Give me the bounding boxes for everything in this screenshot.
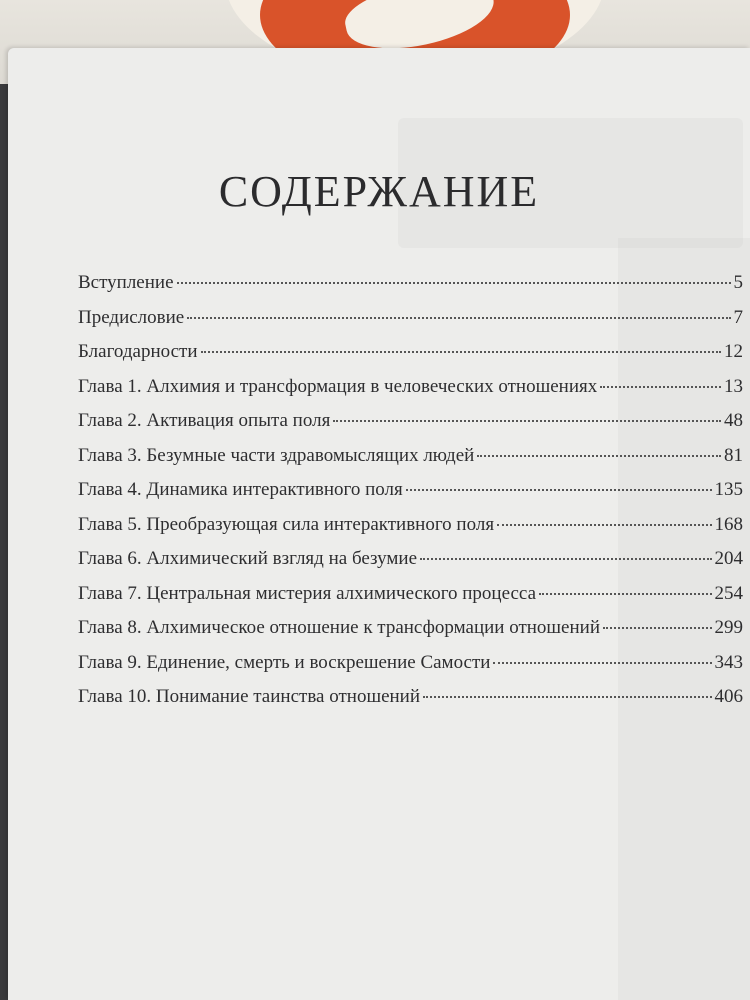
- toc-entry-label: Глава 8. Алхимическое отношение к трансформации отношений: [78, 617, 600, 638]
- toc-entry-label: Предисловие: [78, 306, 185, 328]
- toc-entry-label: Глава 6. Алхимический взгляд на безумие: [78, 548, 418, 569]
- toc-leader-dots: [493, 662, 711, 664]
- book-page: [8, 48, 750, 1000]
- toc-entry-label: Глава 2. Активация опыта поля: [78, 410, 331, 431]
- toc-leader-dots: [539, 593, 711, 595]
- toc-leader-dots: [177, 282, 731, 284]
- toc-entry-page: 204: [714, 548, 743, 569]
- toc-entry: [78, 652, 743, 687]
- toc-entry-label: Вступление: [78, 272, 174, 293]
- toc-entry-page: 343: [714, 651, 743, 673]
- toc-entry-page: 254: [714, 582, 743, 604]
- toc-leader-dots: [423, 696, 711, 698]
- toc-entry-page: 12: [724, 341, 743, 362]
- toc-entry-label: Глава 5. Преобразующая сила интерактивного поля: [78, 513, 495, 535]
- toc-entry: [78, 272, 743, 307]
- toc-entry-page: 168: [714, 513, 743, 535]
- toc-entry: [78, 376, 743, 411]
- toc-entry: [78, 583, 743, 618]
- toc-entry-label: Глава 1. Алхимия и трансформация в человеческих отношениях: [78, 375, 598, 397]
- toc-entry-label: Глава 3. Безумные части здравомыслящих людей: [78, 444, 475, 466]
- toc-entry: [78, 617, 743, 652]
- toc-leader-dots: [600, 386, 721, 388]
- table-of-contents: [78, 272, 743, 721]
- toc-entry-page: 299: [714, 617, 743, 638]
- toc-entry: [78, 514, 743, 549]
- toc-entry-page: 81: [724, 444, 743, 466]
- toc-leader-dots: [187, 317, 730, 319]
- toc-entry-page: 5: [733, 272, 743, 293]
- toc-entry-page: 406: [714, 686, 743, 707]
- toc-entry-page: 13: [724, 375, 743, 397]
- toc-entry-label: Глава 7. Центральная мистерия алхимического процесса: [78, 582, 537, 604]
- toc-entry: [78, 307, 743, 342]
- toc-leader-dots: [333, 420, 721, 422]
- toc-entry: [78, 686, 743, 721]
- toc-entry-page: 135: [714, 479, 743, 500]
- page-title: СОДЕРЖАНИЕ: [218, 167, 540, 216]
- toc-entry: [78, 445, 743, 480]
- toc-leader-dots: [497, 524, 711, 526]
- toc-leader-dots: [420, 558, 711, 560]
- toc-leader-dots: [603, 627, 712, 629]
- toc-entry: [78, 341, 743, 376]
- toc-entry: [78, 479, 743, 514]
- toc-entry: [78, 548, 743, 583]
- toc-entry-label: Глава 4. Динамика интерактивного поля: [78, 479, 403, 500]
- toc-leader-dots: [201, 351, 722, 353]
- toc-entry-label: Глава 10. Понимание таинства отношений: [78, 686, 421, 707]
- toc-leader-dots: [477, 455, 721, 457]
- toc-entry-page: 48: [724, 410, 743, 431]
- toc-entry: [78, 410, 743, 445]
- toc-leader-dots: [406, 489, 712, 491]
- toc-entry-page: 7: [733, 306, 743, 328]
- toc-entry-label: Благодарности: [78, 341, 198, 362]
- toc-entry-label: Глава 9. Единение, смерть и воскрешение Самости: [78, 651, 491, 673]
